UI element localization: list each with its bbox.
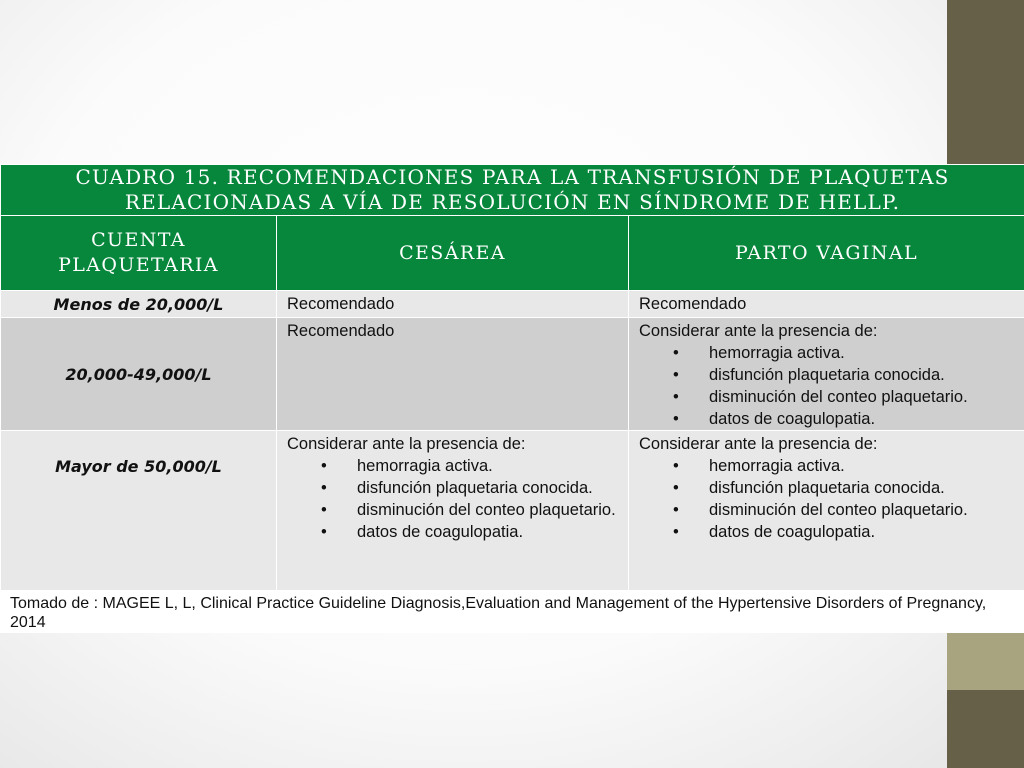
table-row [1, 318, 1024, 431]
list-item: • disminución del conteo plaquetario. [709, 386, 1016, 408]
row-1-cesarea: Recomendado [277, 291, 629, 318]
row-3-vaginal-list [639, 455, 1016, 543]
table-row [1, 431, 1024, 591]
source-citation: Tomado de : MAGEE L, L, Clinical Practice Guideline Diagnosis,Evaluation and Management of the Hypertensive Disorders of Pregnancy, 2014 [0, 591, 1024, 633]
header-count-line-1: CUENTA [91, 229, 186, 251]
row-2-vaginal-intro: Considerar ante la presencia de: [639, 322, 878, 340]
list-item: • disfunción plaquetaria conocida. [709, 477, 1016, 499]
platelet-transfusion-table [0, 164, 1024, 591]
decor-bar-middle [947, 633, 1024, 690]
header-parto-vaginal: PARTO VAGINAL [629, 216, 1024, 291]
row-2-vaginal-list [639, 342, 1016, 430]
row-1-vaginal: Recomendado [629, 291, 1024, 318]
header-count-line-2: PLAQUETARIA [58, 254, 219, 276]
table-title [1, 165, 1024, 216]
row-3-cesarea-intro: Considerar ante la presencia de: [287, 435, 526, 453]
row-3-cesarea-list [287, 455, 620, 543]
list-item: • datos de coagulopatia. [709, 408, 1016, 430]
list-item: • hemorragia activa. [709, 455, 1016, 477]
table-row [1, 291, 1024, 318]
row-3-count: Mayor de 50,000/L [1, 431, 277, 591]
list-item: • datos de coagulopatia. [709, 521, 1016, 543]
list-item: • hemorragia activa. [709, 342, 1016, 364]
list-item: • disfunción plaquetaria conocida. [709, 364, 1016, 386]
row-3-vaginal [629, 431, 1024, 591]
row-3-vaginal-intro: Considerar ante la presencia de: [639, 435, 878, 453]
row-2-cesarea: Recomendado [277, 318, 629, 431]
row-1-count: Menos de 20,000/L [1, 291, 277, 318]
decor-bar-top [947, 0, 1024, 165]
table-title-row [1, 165, 1024, 216]
list-item: • disminución del conteo plaquetario. [357, 499, 620, 521]
list-item: • hemorragia activa. [357, 455, 620, 477]
table-header-row [1, 216, 1024, 291]
table-title-line-2: RELACIONADAS A VÍA DE RESOLUCIÓN EN SÍNDROME DE HELLP. [124, 190, 901, 214]
header-platelet-count [1, 216, 277, 291]
decor-bar-bottom [947, 690, 1024, 768]
table-title-line-1: CUADRO 15. RECOMENDACIONES PARA LA TRANSFUSIÓN DE PLAQUETAS [75, 165, 950, 189]
list-item: • disfunción plaquetaria conocida. [357, 477, 620, 499]
list-item: • datos de coagulopatia. [357, 521, 620, 543]
row-2-count: 20,000-49,000/L [1, 318, 277, 431]
row-3-cesarea [277, 431, 629, 591]
header-cesarea: CESÁREA [277, 216, 629, 291]
list-item: • disminución del conteo plaquetario. [709, 499, 1016, 521]
row-2-vaginal [629, 318, 1024, 431]
